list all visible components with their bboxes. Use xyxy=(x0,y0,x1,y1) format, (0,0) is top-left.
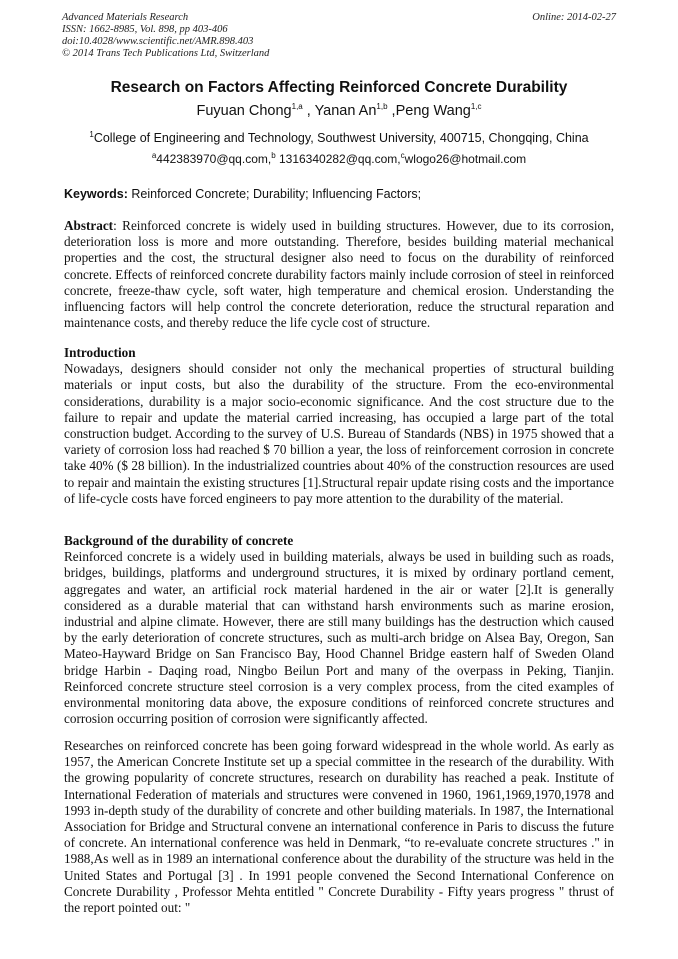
issn-line: ISSN: 1662-8985, Vol. 898, pp 403-406 xyxy=(62,24,228,35)
email-list: $^a$442383970@qq.com,$^b$ 1316340282@qq.com,$^c$wlogo26@hotmail.com xyxy=(151,151,527,166)
keywords xyxy=(64,186,616,202)
section-heading: Introduction xyxy=(64,345,136,360)
author-list: Fuyuan Chong$^{1,a}$ , Yanan An$^{1,b}$ ,Peng Wang$^{1,c}$ xyxy=(196,102,482,119)
email-address: 442383970@qq.com, xyxy=(156,152,272,166)
doi-line: doi:10.4028/www.scientific.net/AMR.898.403 xyxy=(62,36,254,47)
journal-header xyxy=(62,12,616,60)
journal-name: Advanced Materials Research xyxy=(62,12,189,23)
section-heading: Background of the durability of concrete xyxy=(64,533,294,548)
keywords-label: Keywords: xyxy=(64,187,128,201)
author-superscript: 1,c xyxy=(470,102,482,112)
abstract-label: Abstract xyxy=(64,218,114,233)
email-address: wlogo26@hotmail.com xyxy=(404,152,527,166)
affiliation xyxy=(30,129,648,147)
keywords-text: Reinforced Concrete; Durability; Influencing Factors; xyxy=(127,187,422,201)
introduction-section xyxy=(64,345,614,507)
abstract xyxy=(64,218,614,331)
section-paragraph: Reinforced concrete is a widely used in building materials, always be used in building such as roads, bridges, buildings, platforms and underground structures, it is mixed by ordinary portland cement, aggregates and water, an artificial rock material hardened in the air or water [2].It is generally considered as a durable material that can withstand harsh environments such as marine erosion, industrial and alpine climate. However, there are still many buildings has the destruction which caused by the early deterioration of concrete structures, such as multi-arch bridge on Alsea Bay, Oregon, San Mateo-Hayward Bridge on San Francisco Bay, Hood Channel Bridge eastern half of Sweden Oland bridge Harbin - Daqing road, Ningbo Beilun Port and many of the overpass in Peking, Tianjin. Reinforced concrete structure steel corrosion is a very complex process, from the cited examples of environmental monitoring data above, the exposure conditions of reinforced concrete structures and corrosion occurring position of corrosion were significantly affected. xyxy=(64,549,614,727)
section-paragraph: Nowadays, designers should consider not only the mechanical properties of structural building materials or input costs, but also the durability of the structure. From the eco-environmental considerations, durability is a major socio-economic significance. And the cost structure due to the failure to repair and update the material carried increasing, has occupied a large part of the total construction budget. According to the survey of U.S. Bureau of Standards (NBS) in 1975 showed that a variety of corrosion loss had reached $ 70 billion a year, the loss of reinforcement corrosion in concrete take 40% ($ 28 billion). In the industrialized countries about 40% of the construction resources are used to repair and maintain the existing structures [1].Structural repair update rising costs and the importance of life-cycle costs have forced engineers to pay more attention to the durability of the material. xyxy=(64,361,614,506)
section-paragraph: Researches on reinforced concrete has been going forward widespread in the whole world. As early as 1957, the American Concrete Institute set up a special committee in the research of the durability. With the growing popularity of concrete structures, research on durability has reached a peak. Institute of International Federation of materials and structures were convened in 1960, 1961,1969,1970,1978 and 1993 in-depth study of the durability of concrete and other building materials. In 1987, the International Association for Bridge and Structural convene an international conference in Paris to discuss the future of concrete. An international conference was held in Denmark, “to re-evaluate concrete structures ." in 1988,As well as in 1989 an international conference about the durability of the structure was held in the United States and Portugal [3] . In 1991 people convened the Second International Conference on Concrete Durability , Professor Mehta entitled " Concrete Durability - Fifty years progress " thrust of the report pointed out: " xyxy=(64,738,614,916)
copyright-line: © 2014 Trans Tech Publications Ltd, Switzerland xyxy=(62,48,270,59)
email-address: 1316340282@qq.com, xyxy=(275,152,401,166)
affiliation-superscript: 1 xyxy=(89,129,94,139)
author-name: Fuyuan Chong xyxy=(196,103,292,119)
paper-title: Research on Factors Affecting Reinforced Concrete Durability xyxy=(110,79,568,96)
author-superscript: 1,a xyxy=(291,102,303,112)
author-name: Peng Wang xyxy=(395,103,471,119)
background-section xyxy=(64,533,614,727)
abstract-text: : Reinforced concrete is widely used in building structures. However, due to its corrosion, deterioration loss is more and more outstanding. Therefore, besides building material mechanical properties and the cost, the structural designer also need to focus on the durability of reinforced concrete. Effects of reinforced concrete durability factors mainly include corrosion of steel in reinforced concrete, freeze-thaw cycle, soft water, high temperature and chemical erosion. Understanding the influencing factors will help control the concrete deterioration, reduce the structural reparation and maintenance costs, and thereby reduce the life cycle cost of structure. xyxy=(64,218,614,331)
author-name: Yanan An xyxy=(314,103,377,119)
author-superscript: 1,b xyxy=(376,102,388,112)
affiliation-text: College of Engineering and Technology, Southwest University, 400715, Chongqing, China xyxy=(93,131,589,145)
online-date: Online: 2014-02-27 xyxy=(532,12,616,23)
